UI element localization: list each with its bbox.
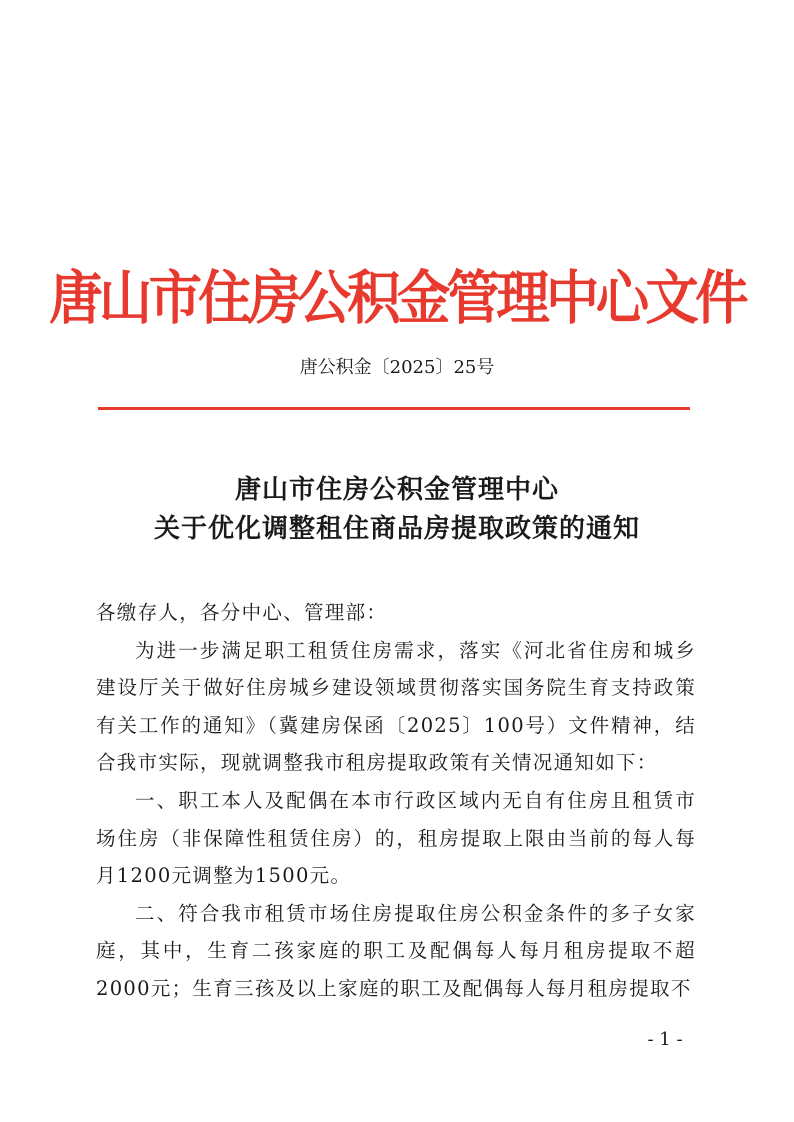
red-separator-line [98,407,690,410]
body-paragraph-intro: 为进一步满足职工租赁住房需求，落实《河北省住房和城乡建设厅关于做好住房城乡建设领域贯彻落实国务院生育支持政策有关工作的通知》（冀建房保函〔2025〕100号）文件精神，结合我市实际，现就调整我市租房提取政策有关情况通知如下： [96,638,696,775]
salutation: 各缴存人，各分中心、管理部： [96,601,388,624]
document-number: 唐公积金〔2025〕25号 [299,357,495,378]
issuing-authority-header: 唐山市住房公积金管理中心文件 [49,264,745,332]
notice-body [96,594,696,1008]
body-paragraph-item-2: 二、符合我市租赁市场住房提取住房公积金条件的多子女家庭，其中，生育二孩家庭的职工及配偶每人每月租房提取不超2000元；生育三孩及以上家庭的职工及配偶每人每月租房提取不 [96,901,696,1000]
body-paragraph-item-1: 一、职工本人及配偶在本市行政区域内无自有住房且租赁市场住房（非保障性租赁住房）的，租房提取上限由当前的每人每月1200元调整为1500元。 [96,788,696,888]
notice-title-line-1: 唐山市住房公积金管理中心 [234,475,559,505]
page-number: - 1 - [647,1029,683,1050]
notice-title-line-2: 关于优化调整租住商品房提取政策的通知 [153,514,640,544]
